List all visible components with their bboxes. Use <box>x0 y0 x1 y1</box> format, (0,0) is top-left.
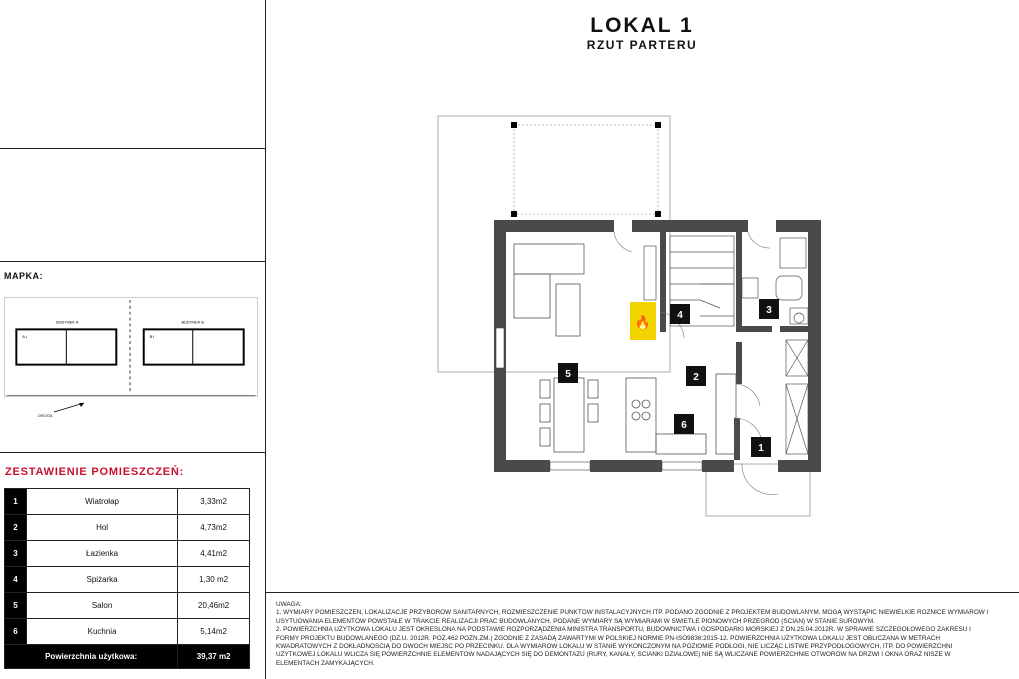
unit-a-label: A.I <box>22 334 28 340</box>
page-subtitle: RZUT PARTERU <box>586 38 698 52</box>
room-label-2: 2 <box>693 372 699 383</box>
table-row <box>5 489 250 515</box>
room-num: 5 <box>5 593 27 619</box>
rooms-title: ZESTAWIENIE POMIESZCZEŃ: <box>5 466 185 478</box>
total-value: 39,37 m2 <box>178 645 250 669</box>
note-line: USYTUOWANIA ELEMENTÓW POWSTAŁE W TRAKCIE REALIZACJI PRAC BUDOWLANYCH. PODANE WYMIARY SĄ WYMIARAMI W ŚWIETLE PIONOWYCH PRZEGRÓD (ŚCIAN) W STANIE SUROWYM. <box>276 617 875 625</box>
note-line: ELEMENTACH ZAMYKAJĄCYCH. <box>276 659 375 667</box>
table-row <box>5 541 250 567</box>
room-num: 6 <box>5 619 27 645</box>
left-panel <box>0 0 266 679</box>
room-name: Salon <box>26 593 177 619</box>
dining-table <box>540 378 598 452</box>
map-label: MAPKA: <box>4 271 43 281</box>
page-title: LOKAL 1 <box>590 14 694 37</box>
table-row <box>5 593 250 619</box>
notes <box>266 592 1019 679</box>
room-name: Kuchnia <box>26 619 177 645</box>
room-area: 4,73m2 <box>178 515 250 541</box>
note-line: 1. WYMIARY POMIESZCZEŃ, LOKALIZACJE PRZYBORÓW SANITARNYCH, ROZMIESZCZENIE PUNKTÓW INSTALACYJNYCH ITP. PODANO ZGODNIE Z PROJEKTEM BUDOWLANYM. MOGĄ WYSTĄPIĆ NIEWIELKIE RÓŻNICE WYMIARÓW I <box>276 609 989 617</box>
room-area: 4,41m2 <box>178 541 250 567</box>
room-label-5: 5 <box>565 369 571 380</box>
room-num: 3 <box>5 541 27 567</box>
rooms-table <box>4 488 250 669</box>
room-label-6: 6 <box>681 420 687 431</box>
divider <box>0 452 266 453</box>
table-row <box>5 567 250 593</box>
building-b-label: BUDYNEK B <box>181 319 205 325</box>
note-line: 2. POWIERZCHNIA UŻYTKOWA LOKALU JEST OKREŚLONA NA PODSTAWIE ROZPORZĄDZENIA MINISTRA TRANSPORTU, BUDOWNICTWA I GOSPODARKI MORSKIEJ Z DN.25.04.2012R. W SPRAWIE SZCZEGÓŁOWEGO ZAKRESU I <box>276 626 971 634</box>
wardrobe <box>786 340 808 454</box>
room-name: Łazienka <box>26 541 177 567</box>
note-line: UŻYTKOWEJ LOKALU WLICZA SIĘ POWIERZCHNIE ELEMENTÓW NADAJĄCYCH SIĘ DO DEMONTAŻU (RURY, KANAŁY, ŚCIANKI DZIAŁOWE) NIE SĄ WLICZANE POWIERZCHNIE OTWORÓW NA DRZWI I OKNA ORAZ NISZE W <box>276 651 951 659</box>
total-label: Powierzchnia użytkowa: <box>5 645 178 669</box>
room-num: 1 <box>5 489 27 515</box>
total-row <box>5 645 250 669</box>
building-b <box>144 329 244 364</box>
site-map <box>4 297 258 397</box>
room-num: 2 <box>5 515 27 541</box>
divider <box>0 148 266 149</box>
floor-plan <box>430 112 830 522</box>
room-label-4: 4 <box>677 310 683 321</box>
room-name: Wiatrołap <box>26 489 177 515</box>
room-label-1: 1 <box>758 443 764 454</box>
room-area: 20,46m2 <box>178 593 250 619</box>
sofa <box>514 244 584 336</box>
table-row <box>5 515 250 541</box>
room-num: 4 <box>5 567 27 593</box>
room-area: 5,14m2 <box>178 619 250 645</box>
unit-b-label: B.I <box>149 334 155 340</box>
room-name: Hol <box>26 515 177 541</box>
road-label: DROGA <box>38 413 53 418</box>
room-name: Spiżarka <box>26 567 177 593</box>
note-line: FORMY PROJEKTU BUDOWLANEGO (DZ.U. 2012R. POZ.462 PÓŹN.ZM.) ZGODNIE Z ZASADĄ ZAWARTYMI W POLSKIEJ NORMIE PN-ISO9836:2015-12. POWIERZCHNIA UŻYTKOWA LOKALU JEST OBLICZANA W METRACH <box>276 634 941 642</box>
notes-heading: UWAGA: <box>276 601 302 608</box>
room-labels <box>558 299 779 457</box>
road-arrow-icon <box>50 400 90 414</box>
divider <box>0 261 266 262</box>
fire-icon: 🔥 <box>634 316 652 331</box>
building-a-label: BUDYNEK A <box>56 319 79 325</box>
pergola <box>514 125 658 214</box>
note-line: KWADRATOWYCH Z DOKŁADNOŚCIĄ DO DWÓCH MIEJSC PO PRZECINKU. DLA WYMIARÓW LOKALU W STANIE WYKOŃCZONYM NA POZIOMIE PODŁOGI, NIE LICZĄC LISTWE PRZYPODŁOGOWYCH, ITP. DO POWIERZCHNI <box>276 643 953 651</box>
pantry-shelf <box>644 246 656 300</box>
room-label-3: 3 <box>766 305 772 316</box>
table-row <box>5 619 250 645</box>
room-area: 1,30 m2 <box>178 567 250 593</box>
room-area: 3,33m2 <box>178 489 250 515</box>
